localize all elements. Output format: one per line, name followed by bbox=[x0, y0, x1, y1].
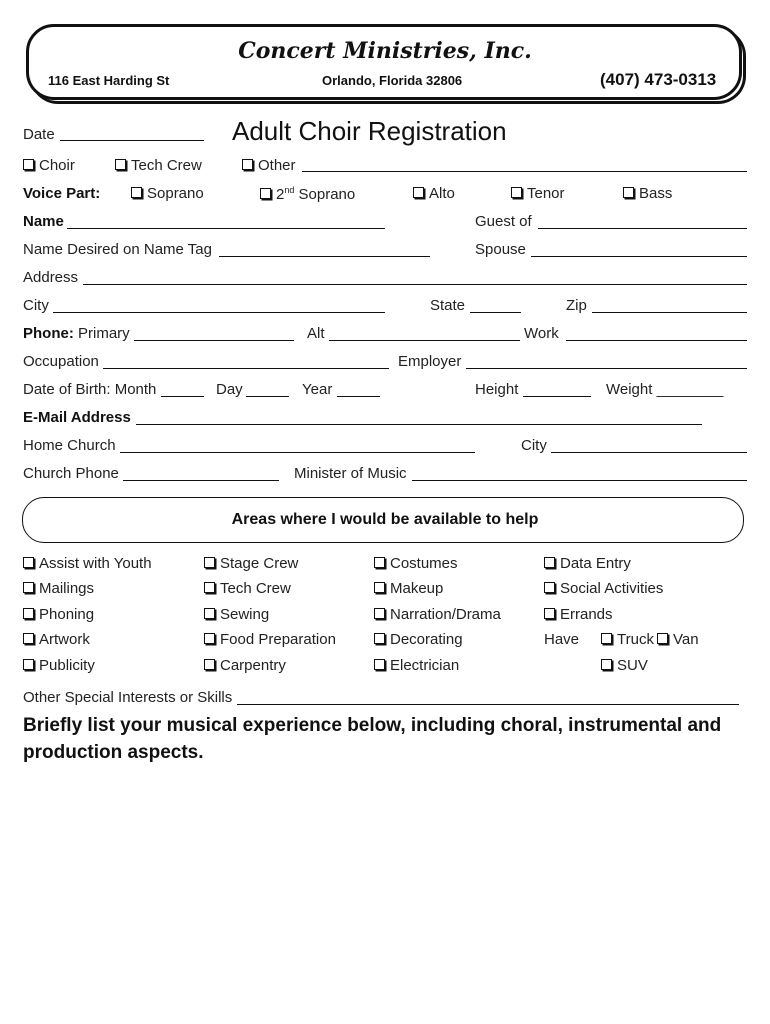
tech-crew-label: Tech Crew bbox=[131, 157, 202, 174]
help-option-tech-crew[interactable] bbox=[204, 580, 291, 597]
help-option-electrician[interactable] bbox=[374, 657, 459, 674]
bass-option[interactable] bbox=[623, 185, 672, 202]
name-tag-label: Name Desired on Name Tag bbox=[23, 241, 212, 258]
organization-address: 116 East Harding St bbox=[48, 73, 170, 88]
help-option-makeup[interactable] bbox=[374, 580, 443, 597]
help-checkbox[interactable] bbox=[204, 659, 215, 670]
suv-label: SUV bbox=[617, 657, 648, 674]
city-field[interactable] bbox=[53, 312, 385, 313]
work-phone-label: Work bbox=[524, 325, 559, 342]
truck-label: Truck bbox=[617, 631, 654, 648]
dob-month-field[interactable] bbox=[161, 396, 204, 397]
help-option-label: Decorating bbox=[390, 631, 463, 648]
name-field[interactable] bbox=[67, 228, 385, 229]
help-option-decorating[interactable] bbox=[374, 631, 463, 648]
soprano-label: Soprano bbox=[147, 185, 204, 202]
help-option-label: Sewing bbox=[220, 606, 270, 623]
dob-month-label: Date of Birth: Month bbox=[23, 381, 157, 398]
state-field[interactable] bbox=[470, 312, 521, 313]
guest-of-field[interactable] bbox=[538, 228, 747, 229]
alto-checkbox[interactable] bbox=[413, 187, 424, 198]
help-checkbox[interactable] bbox=[23, 582, 34, 593]
help-checkbox[interactable] bbox=[544, 608, 555, 619]
tech-crew-option[interactable] bbox=[115, 157, 202, 174]
van-label: Van bbox=[673, 631, 699, 648]
choir-checkbox[interactable] bbox=[23, 159, 34, 170]
alt-phone-field[interactable] bbox=[329, 340, 520, 341]
help-option-artwork[interactable] bbox=[23, 631, 90, 648]
address-label: Address bbox=[23, 269, 79, 286]
help-checkbox[interactable] bbox=[544, 557, 555, 568]
spouse-field[interactable] bbox=[531, 256, 747, 257]
name-tag-field[interactable] bbox=[219, 256, 430, 257]
help-option-label: Phoning bbox=[39, 606, 95, 623]
help-checkbox[interactable] bbox=[374, 582, 385, 593]
help-option-label: Food Preparation bbox=[220, 631, 336, 648]
alt-phone-label: Alt bbox=[307, 325, 325, 342]
vehicle-option-truck[interactable] bbox=[601, 631, 654, 648]
other-field[interactable] bbox=[302, 171, 747, 172]
guest-of-label: Guest of bbox=[475, 213, 532, 230]
organization-name: Concert Ministries, Inc. bbox=[238, 38, 532, 64]
experience-prompt: Briefly list your musical experience below, including choral, instrumental and production aspects. bbox=[23, 715, 722, 763]
date-field[interactable] bbox=[60, 140, 204, 141]
address-field[interactable] bbox=[83, 284, 747, 285]
help-option-mailings[interactable] bbox=[23, 580, 94, 597]
experience-answer-area[interactable] bbox=[23, 770, 747, 1010]
help-checkbox[interactable] bbox=[374, 608, 385, 619]
email-label: E-Mail Address bbox=[23, 409, 131, 426]
help-option-label: Tech Crew bbox=[220, 580, 291, 597]
city-label: City bbox=[23, 297, 49, 314]
help-option-errands[interactable] bbox=[544, 606, 613, 623]
employer-field[interactable] bbox=[466, 368, 747, 369]
dob-year-label: Year bbox=[302, 381, 333, 398]
help-checkbox[interactable] bbox=[374, 633, 385, 644]
help-checkbox[interactable] bbox=[204, 557, 215, 568]
tech-crew-checkbox[interactable] bbox=[115, 159, 126, 170]
occupation-field[interactable] bbox=[103, 368, 389, 369]
help-checkbox[interactable] bbox=[374, 659, 385, 670]
help-checkbox[interactable] bbox=[23, 557, 34, 568]
church-phone-field[interactable] bbox=[123, 480, 279, 481]
organization-phone: (407) 473-0313 bbox=[600, 70, 717, 89]
date-label: Date bbox=[23, 126, 55, 143]
help-option-label: Artwork bbox=[39, 631, 90, 648]
work-phone-field[interactable] bbox=[566, 340, 747, 341]
help-checkbox[interactable] bbox=[204, 633, 215, 644]
phone-row-label bbox=[23, 325, 130, 342]
second-soprano-option[interactable] bbox=[260, 185, 355, 203]
help-option-label: Electrician bbox=[390, 657, 460, 674]
phone-label: Phone: bbox=[23, 325, 74, 342]
choir-option[interactable] bbox=[23, 157, 75, 174]
help-option-label: Assist with Youth bbox=[39, 555, 152, 572]
dob-day-field[interactable] bbox=[246, 396, 289, 397]
form-title: Adult Choir Registration bbox=[232, 116, 507, 146]
home-church-field[interactable] bbox=[120, 452, 475, 453]
help-option-label: Costumes bbox=[390, 555, 458, 572]
home-church-label: Home Church bbox=[23, 437, 116, 454]
soprano-checkbox[interactable] bbox=[131, 187, 142, 198]
help-option-label: Mailings bbox=[39, 580, 95, 597]
van-checkbox[interactable] bbox=[657, 633, 668, 644]
email-field[interactable] bbox=[136, 424, 702, 425]
zip-field[interactable] bbox=[592, 312, 747, 313]
other-option[interactable] bbox=[242, 157, 296, 174]
help-checkbox[interactable] bbox=[204, 582, 215, 593]
help-option-social[interactable] bbox=[544, 580, 663, 597]
second-soprano-checkbox[interactable] bbox=[260, 188, 271, 199]
spouse-label: Spouse bbox=[475, 241, 526, 258]
dob-year-field[interactable] bbox=[337, 396, 380, 397]
help-option-label: Carpentry bbox=[220, 657, 286, 674]
suv-checkbox[interactable] bbox=[601, 659, 612, 670]
other-checkbox[interactable] bbox=[242, 159, 253, 170]
help-option-costumes[interactable] bbox=[374, 555, 458, 572]
help-section-title: Areas where I would be available to help bbox=[231, 511, 539, 528]
church-city-label: City bbox=[521, 437, 547, 454]
tenor-checkbox[interactable] bbox=[511, 187, 522, 198]
help-option-label: Errands bbox=[560, 606, 613, 623]
help-option-label: Narration/Drama bbox=[390, 606, 501, 623]
help-checkbox[interactable] bbox=[23, 659, 34, 670]
help-option-data-entry[interactable] bbox=[544, 555, 631, 572]
second-soprano-label: Soprano bbox=[294, 186, 356, 203]
minister-label: Minister of Music bbox=[294, 465, 407, 482]
alto-label: Alto bbox=[429, 185, 455, 202]
alto-option[interactable] bbox=[413, 185, 455, 202]
primary-phone-label: Primary bbox=[78, 325, 130, 342]
employer-label: Employer bbox=[398, 353, 462, 370]
help-option-carpentry[interactable] bbox=[204, 657, 286, 674]
choir-label: Choir bbox=[39, 157, 75, 174]
name-label: Name bbox=[23, 213, 64, 230]
help-option-label: Publicity bbox=[39, 657, 95, 674]
occupation-label: Occupation bbox=[23, 353, 99, 370]
vehicle-option-van[interactable] bbox=[657, 631, 699, 648]
help-option-label: Data Entry bbox=[560, 555, 631, 572]
bass-label: Bass bbox=[639, 185, 673, 202]
second-soprano-suffix: nd bbox=[284, 185, 295, 195]
help-option-label: Stage Crew bbox=[220, 555, 299, 572]
help-option-sewing[interactable] bbox=[204, 606, 269, 623]
help-option-label: Makeup bbox=[390, 580, 444, 597]
help-checkbox[interactable] bbox=[544, 582, 555, 593]
soprano-option[interactable] bbox=[131, 185, 204, 202]
help-checkbox[interactable] bbox=[204, 608, 215, 619]
state-label: State bbox=[430, 297, 466, 314]
help-checkbox[interactable] bbox=[374, 557, 385, 568]
tenor-label: Tenor bbox=[527, 185, 565, 202]
truck-checkbox[interactable] bbox=[601, 633, 612, 644]
help-option-assist-youth[interactable] bbox=[23, 555, 152, 572]
help-checkbox[interactable] bbox=[23, 633, 34, 644]
help-checkbox[interactable] bbox=[23, 608, 34, 619]
vehicle-option-suv[interactable] bbox=[601, 657, 648, 674]
other-label: Other bbox=[258, 157, 296, 174]
minister-field[interactable] bbox=[412, 480, 747, 481]
weight-label[interactable]: Weight ________ bbox=[606, 381, 724, 398]
help-option-stage-crew[interactable] bbox=[204, 555, 298, 572]
height-field[interactable] bbox=[523, 396, 591, 397]
second-soprano-number: 2 bbox=[276, 186, 285, 203]
other-interests-label: Other Special Interests or Skills bbox=[23, 689, 233, 706]
voice-part-label: Voice Part: bbox=[23, 185, 101, 202]
height-label: Height bbox=[475, 381, 519, 398]
have-label: Have bbox=[544, 631, 580, 648]
help-option-phoning[interactable] bbox=[23, 606, 94, 623]
help-option-food-prep[interactable] bbox=[204, 631, 336, 648]
church-city-field[interactable] bbox=[551, 452, 747, 453]
other-interests-field[interactable] bbox=[237, 704, 739, 705]
dob-day-label: Day bbox=[216, 381, 243, 398]
tenor-option[interactable] bbox=[511, 185, 565, 202]
primary-phone-field[interactable] bbox=[134, 340, 294, 341]
church-phone-label: Church Phone bbox=[23, 465, 119, 482]
help-option-label: Social Activities bbox=[560, 580, 664, 597]
organization-city: Orlando, Florida 32806 bbox=[322, 73, 463, 88]
help-option-publicity[interactable] bbox=[23, 657, 95, 674]
help-option-narration[interactable] bbox=[374, 606, 501, 623]
zip-label: Zip bbox=[566, 297, 587, 314]
bass-checkbox[interactable] bbox=[623, 187, 634, 198]
